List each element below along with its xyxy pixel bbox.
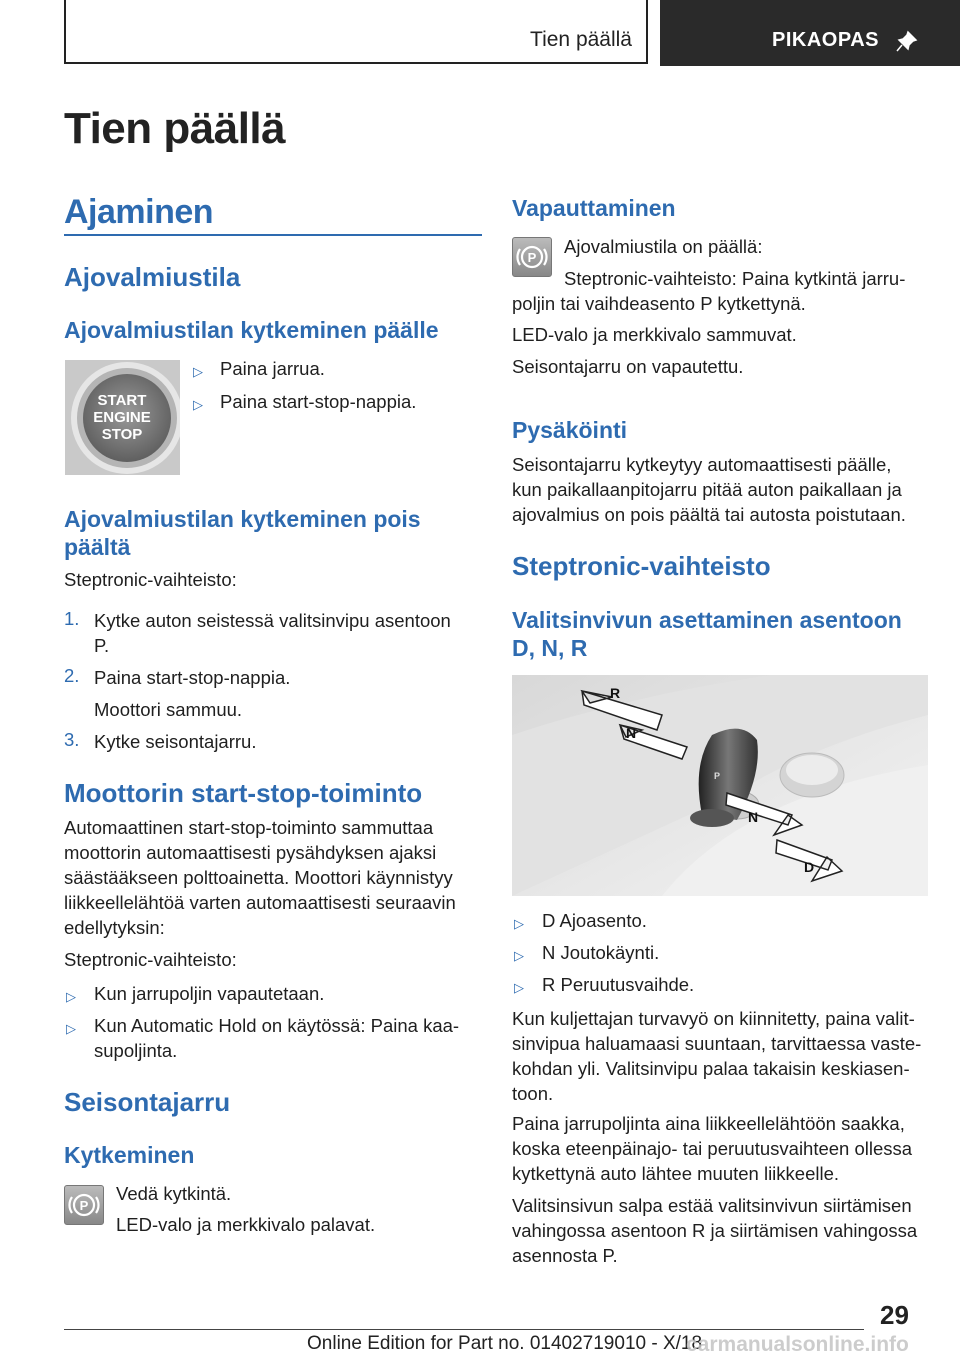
pin-icon xyxy=(896,30,918,52)
list-item: Kun jarrupoljin vapautetaan. xyxy=(94,983,325,1004)
paragraph-line: asennosta P. xyxy=(512,1245,618,1266)
paragraph-line: koska eteenpäinajo- tai peruutusvaihteen ollessa xyxy=(512,1138,913,1159)
bullet-triangle-icon: ▷ xyxy=(514,948,524,963)
button-text-start: START xyxy=(97,392,147,409)
step-number: 3. xyxy=(64,729,80,750)
selector-label-d: D xyxy=(804,859,815,875)
heading-ready-on: Ajovalmiustilan kytkeminen päälle xyxy=(64,317,439,343)
list-item: R Peruutusvaihde. xyxy=(542,974,695,995)
ready-off-intro: Steptronic-vaihteisto: xyxy=(64,569,237,590)
heading-ready-off xyxy=(64,505,421,561)
engage-result: LED-valo ja merkkivalo palavat. xyxy=(116,1214,376,1235)
footer-edition: Online Edition for Part no. 01402719010 - X/18 xyxy=(307,1333,703,1354)
footer-rule xyxy=(64,1329,864,1330)
paragraph-line: Kun kuljettajan turvavyö on kiinnitetty, paina valit- xyxy=(512,1008,915,1029)
svg-text:P: P xyxy=(79,1198,89,1213)
lever-label-p: P xyxy=(714,771,721,781)
list-item: Paina start-stop-nappia. xyxy=(220,391,417,412)
selector-label-n-low: N xyxy=(748,809,759,825)
bullet-triangle-icon: ▷ xyxy=(193,364,203,379)
auto-start-stop-intro: Steptronic-vaihteisto: xyxy=(64,949,237,970)
paragraph-line: Paina jarrupoljinta aina liikkeellelähtöön saakka, xyxy=(512,1113,905,1134)
header-quick-guide-tab[interactable] xyxy=(660,0,960,66)
paragraph-line: vahingossa asentoon R ja siirtämisen vahingossa xyxy=(512,1220,918,1241)
list-item: D Ajoasento. xyxy=(542,910,647,931)
selector-paragraph-1 xyxy=(512,1006,921,1106)
button-text-engine: ENGINE xyxy=(93,409,151,426)
step-number: 2. xyxy=(64,665,80,686)
gear-selector-graphic xyxy=(512,675,928,896)
heading-driving: Ajaminen xyxy=(64,193,214,231)
parking-brake-symbol xyxy=(65,1186,103,1224)
list-item: Kytke auton seistessä valitsinvipu asentoon xyxy=(94,610,451,631)
selector-label-n-top: N xyxy=(626,725,637,741)
parking-brake-icon xyxy=(64,1185,104,1225)
heading-ready-state: Ajovalmiustila xyxy=(64,262,241,292)
heading-rule xyxy=(64,234,482,236)
list-item: N Joutokäynti. xyxy=(542,942,660,963)
list-item: Moottori sammuu. xyxy=(94,699,243,720)
paragraph-line: toon. xyxy=(512,1083,554,1104)
list-item: Paina jarrua. xyxy=(220,358,325,379)
bullet-triangle-icon: ▷ xyxy=(514,916,524,931)
heading-selector-line1: Valitsinvivun asettaminen asentoon xyxy=(512,607,902,633)
paragraph-line: ajovalmius on pois päältä tai autosta poistutaan. xyxy=(512,504,906,525)
release-result-2: Seisontajarru on vapautettu. xyxy=(512,356,744,377)
paragraph-line: kohdan yli. Valitsinvipu palaa takaisin keskiasen- xyxy=(512,1058,910,1079)
header-section-box xyxy=(64,0,648,64)
paragraph-line: kytkettynä auto lähtee muuten liikkeelle. xyxy=(512,1163,840,1184)
heading-selector-line2: D, N, R xyxy=(512,635,588,661)
bullet-triangle-icon: ▷ xyxy=(514,980,524,995)
list-item: Kun Automatic Hold on käytössä: Paina kaa- xyxy=(94,1015,460,1036)
selector-paragraph-3 xyxy=(512,1193,917,1268)
button-text-stop: STOP xyxy=(101,426,143,443)
step-number: 1. xyxy=(64,608,80,629)
paragraph-line: liikkeellelähtöä varten automaattisesti seuraavin xyxy=(64,892,456,913)
heading-engage: Kytkeminen xyxy=(64,1142,195,1168)
bullet-triangle-icon: ▷ xyxy=(66,1021,76,1036)
heading-parking: Pysäköinti xyxy=(512,417,628,443)
svg-text:P: P xyxy=(527,250,537,265)
heading-ready-off-line2: päältä xyxy=(64,534,131,560)
bullet-triangle-icon: ▷ xyxy=(66,989,76,1004)
paragraph-line: sinvipua haluamaasi suuntaan, tarvittaessa vaste- xyxy=(512,1033,922,1054)
paragraph-line: säästääkseen polttoainetta. Moottori käynnistyy xyxy=(64,867,453,888)
selector-label-r: R xyxy=(610,685,621,701)
heading-auto-start-stop: Moottorin start-stop-toiminto xyxy=(64,778,423,808)
paragraph-line: kun paikallaanpitojarru pitää auton paikallaan ja xyxy=(512,479,902,500)
gear-selector-image xyxy=(512,675,928,896)
start-stop-button-text xyxy=(91,392,153,443)
release-condition: Ajovalmiustila on päällä: xyxy=(564,236,763,257)
list-item: Paina start-stop-nappia. xyxy=(94,667,291,688)
start-stop-button-image xyxy=(65,360,180,475)
heading-selector xyxy=(512,606,902,662)
heading-ready-off-line1: Ajovalmiustilan kytkeminen pois xyxy=(64,506,421,532)
paragraph-line: moottorin automaattisesti pysähdyksen ajaksi xyxy=(64,842,437,863)
parking-brake-icon xyxy=(512,237,552,277)
paragraph-line: Valitsinsivun salpa estää valitsinvivun siirtämisen xyxy=(512,1195,912,1216)
page-number: 29 xyxy=(880,1300,909,1330)
parking-brake-symbol xyxy=(513,238,551,276)
heading-parking-brake: Seisontajarru xyxy=(64,1087,231,1117)
quick-guide-label: PIKAOPAS xyxy=(772,29,879,51)
paragraph-line: edellytyksin: xyxy=(64,917,165,938)
heading-steptronic: Steptronic-vaihteisto xyxy=(512,551,771,581)
engage-instruction: Vedä kytkintä. xyxy=(116,1183,232,1204)
heading-release: Vapauttaminen xyxy=(512,195,676,221)
auto-start-stop-paragraph xyxy=(64,815,456,940)
selector-paragraph-2 xyxy=(512,1111,912,1186)
footer-watermark: carmanualsonline.info xyxy=(686,1333,909,1356)
page-title: Tien päällä xyxy=(64,104,286,153)
release-result: LED-valo ja merkkivalo sammuvat. xyxy=(512,324,797,345)
list-item: P. xyxy=(94,635,110,656)
parking-paragraph xyxy=(512,452,906,527)
list-item: Kytke seisontajarru. xyxy=(94,731,257,752)
release-step: Steptronic-vaihteisto: Paina kytkintä jarru- xyxy=(564,268,906,289)
header-section-title: Tien päällä xyxy=(530,28,632,51)
paragraph-line: Automaattinen start-stop-toiminto sammuttaa xyxy=(64,817,434,838)
bullet-triangle-icon: ▷ xyxy=(193,397,203,412)
release-step-cont: poljin tai vaihdeasento P kytkettynä. xyxy=(512,293,806,314)
list-item: supoljinta. xyxy=(94,1040,178,1061)
paragraph-line: Seisontajarru kytkeytyy automaattisesti päälle, xyxy=(512,454,892,475)
